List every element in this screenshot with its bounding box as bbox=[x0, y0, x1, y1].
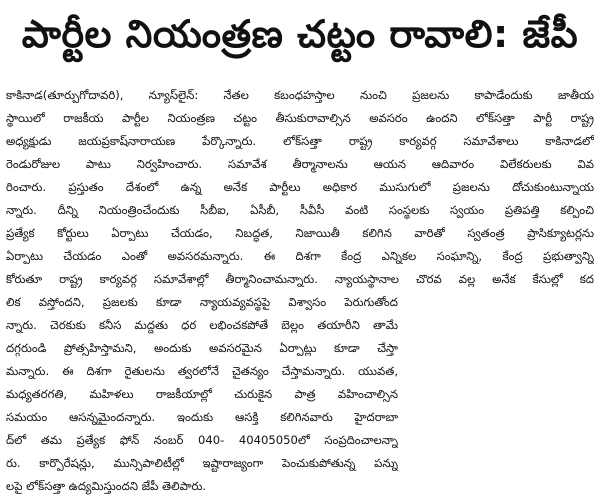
article-line: మన్నారు. ఈ దిశగా రైతులను త్వరలోనే చైతన్యం చేస్తామన్నారు. యువత, bbox=[6, 364, 398, 378]
article-headline: పార్టీల నియంత్రణ చట్టం రావాలి: జేపీ bbox=[21, 12, 579, 56]
article-line: అధ్యక్షుడు జయప్రకాష్‌నారాయణ పేర్కొన్నారు. లోక్‌సత్తా రాష్ట్ర కార్యవర్గ సమావేశాలు కాకినాడలో bbox=[6, 134, 594, 148]
article-line: లపై లోక్‌సత్తా ఉద్యమిస్తుందని జేపీ తెలిపారు. bbox=[6, 479, 207, 493]
article-line: కాకినాడ(తూర్పుగోదావరి), న్యూస్‌లైన్: నేతల కబంధహస్తాల నుంచి ప్రజలను కాపాడేందుకు జాతీయ bbox=[6, 88, 594, 102]
article-line: రెండురోజుల పాటు నిర్వహించారు. సమావేశ తీర్మానాలను ఆయన ఆదివారం విలేకరులకు వివ bbox=[6, 157, 594, 171]
article-body bbox=[6, 84, 594, 498]
article-line: కోరుతూ రాష్ట్ర కార్యవర్గ సమావేశాల్లో తీర్మానించామన్నారు. న్యాయస్థానాల చొరవ వల్ల అనేక కేసుల్లో కద bbox=[6, 272, 594, 286]
article-line: ఏర్పాటు చేయడం ఎంతో అవసరమన్నారు. ఈ దిశగా కేంద్ర ఎన్నికల సంఘాన్ని, కేంద్ర ప్రభుత్వాన్ని bbox=[6, 249, 594, 263]
article-line: సమయం ఆసన్నమైందన్నారు. ఇందుకు ఆసక్తి కలిగినవారు హైదరాబా bbox=[6, 410, 398, 424]
article-line: రు. కార్పొరేషన్లు, మున్సిపాలిటీల్లో ఇష్టారాజ్యంగా పెంచుకుపోతున్న పన్ను bbox=[6, 456, 398, 470]
article-line: ప్రత్యేక కోర్టులు ఏర్పాటు చేయడం, నిబద్ధత, నిజాయితీ కలిగిన వారితో స్వతంత్ర ప్రాసిక్యూటర్లను bbox=[6, 226, 594, 240]
article-line: న్నారు. దీన్ని నియంత్రించేందుకు సీబీఐ, ఏసీబీ, సీవీసీ వంటి సంస్థలకు స్వయం ప్రతిపత్తి కల్పించి bbox=[6, 203, 594, 217]
article-line: స్థాయిలో రాజకీయ పార్టీల నియంత్రణ చట్టం తీసుకురావాల్సిన అవసరం ఉందని లోక్‌సత్తా పార్టీ రాష్ట్ర bbox=[6, 111, 594, 125]
article-line: లిక వస్తోందని, ప్రజలకు కూడా న్యాయవ్యవస్థపై విశ్వాసం పెరుగుతోంద bbox=[6, 295, 398, 309]
article-line: రించారు. ప్రస్తుతం దేశంలో ఉన్న అనేక పార్టీలు అధికార ముసుగులో ప్రజలను దోచుకుంటున్నాయ bbox=[6, 180, 594, 194]
article-line: మధ్యతరగతి, మహిళలు రాజకీయాల్లో చురుకైన పాత్ర వహించాల్సిన bbox=[6, 387, 398, 401]
article-line: దగ్గరుండి ప్రోత్సహిస్తామని, అందుకు అవసరమైన ఏర్పాట్లు కూడా చేస్తా bbox=[6, 341, 398, 355]
article-line: న్నారు. చెరకుకు కనీస మద్దతు ధర లభించకపోతే బెల్లం తయారీని తామే bbox=[6, 318, 398, 332]
article-line: ద్‌లో తమ ప్రత్యేక ఫోన్ నంబర్ 040- 40405050లో సంప్రదించాలన్నా bbox=[6, 433, 398, 447]
